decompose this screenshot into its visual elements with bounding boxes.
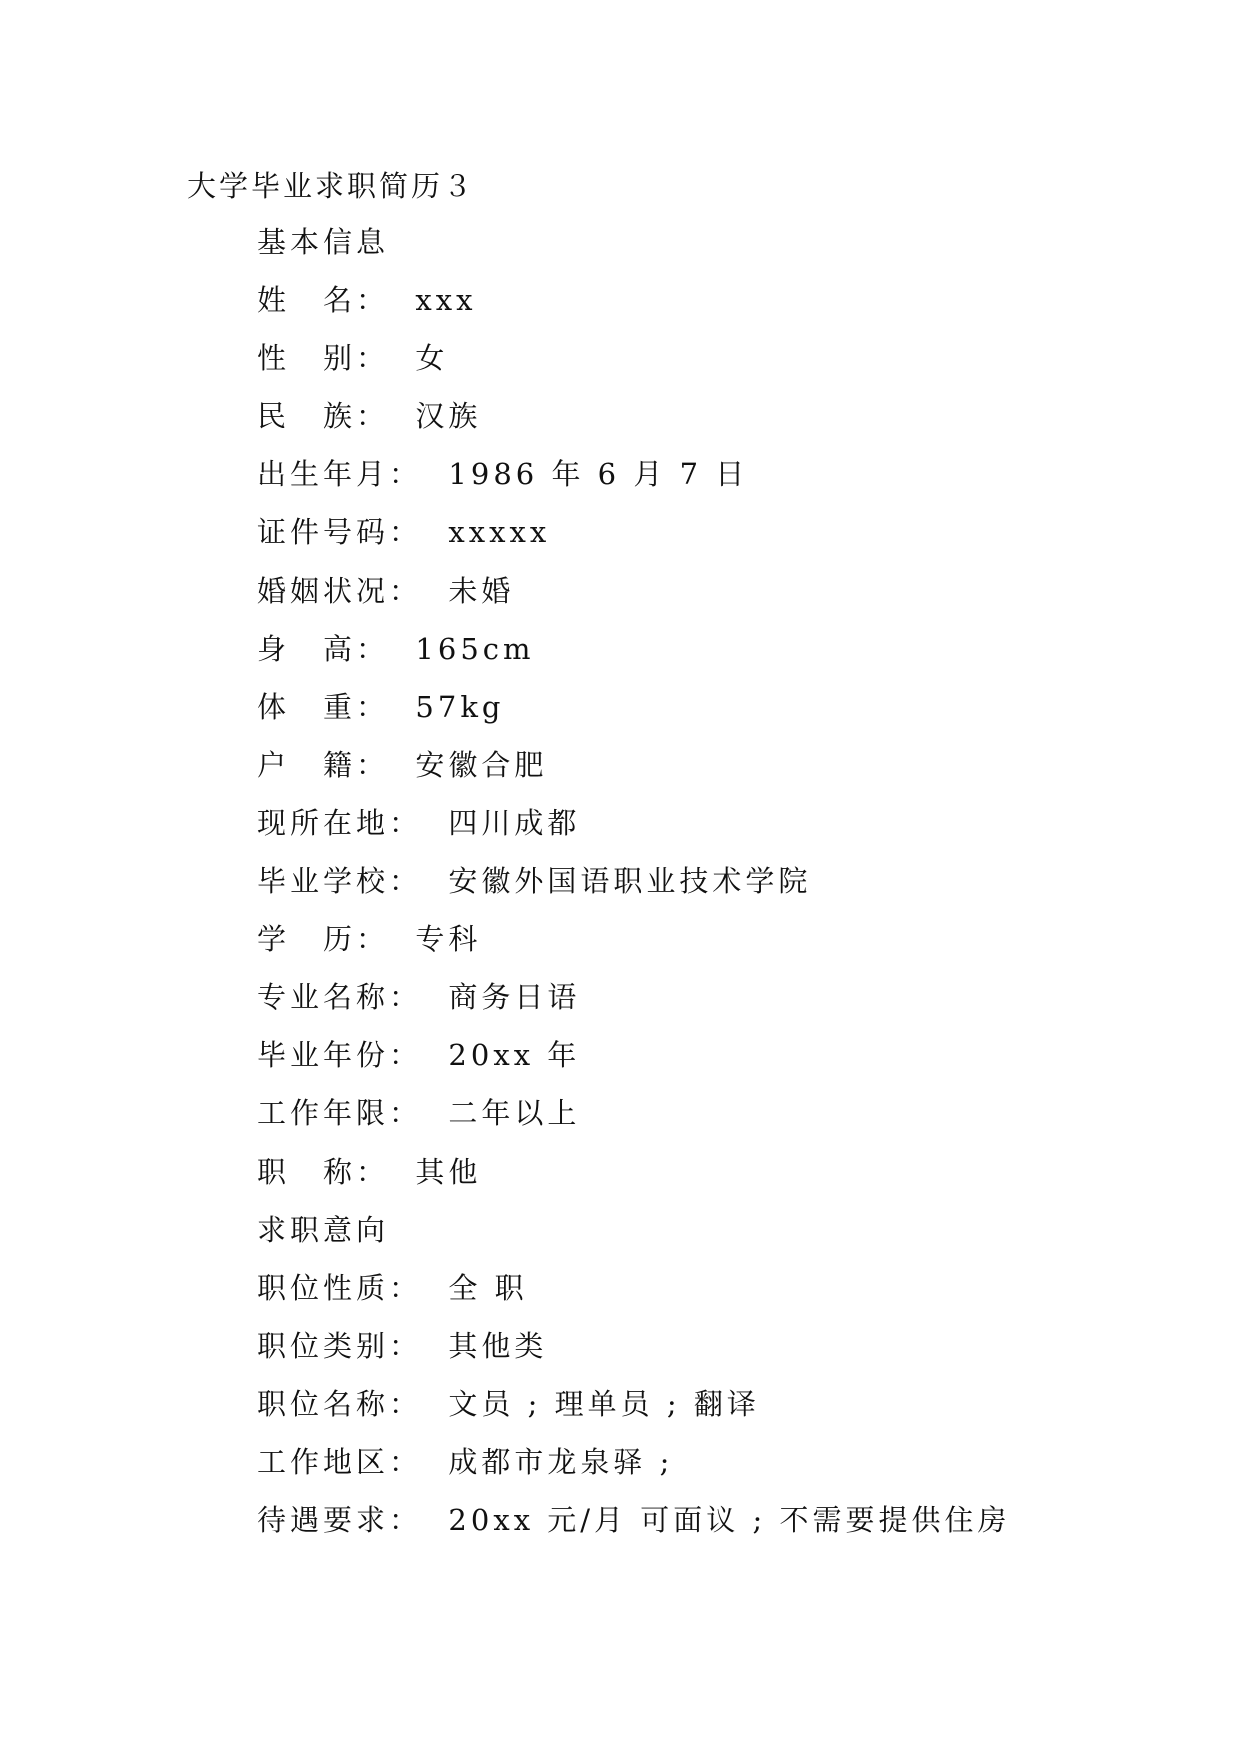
field-name: 姓 名： xxx: [257, 283, 477, 318]
field-weight: 体 重： 57kg: [257, 689, 505, 724]
field-birth-date: 出生年月： 1986 年 6 月 7 日: [257, 457, 749, 492]
field-current-location: 现所在地： 四川成都: [257, 805, 581, 840]
document-body: [257, 222, 1157, 1558]
field-major: 专业名称： 商务日语: [257, 980, 581, 1015]
field-work-area: 工作地区： 成都市龙泉驿 ;: [257, 1444, 674, 1479]
field-marital-status: 婚姻状况： 未婚: [257, 573, 515, 608]
section-heading-basic-info: 基本信息: [257, 225, 390, 259]
field-graduation-year: 毕业年份： 20xx 年: [257, 1038, 581, 1073]
field-work-experience: 工作年限： 二年以上: [257, 1096, 581, 1131]
field-id-number: 证件号码： xxxxx: [257, 515, 551, 550]
field-salary-requirement: 待遇要求： 20xx 元/月 可面议 ; 不需要提供住房: [257, 1503, 1011, 1538]
field-household-registration: 户 籍： 安徽合肥: [257, 747, 548, 782]
field-education: 学 历： 专科: [257, 922, 482, 957]
field-gender: 性 别： 女: [257, 341, 449, 376]
field-job-category: 职位类别： 其他类: [257, 1328, 548, 1363]
field-job-title: 职位名称： 文员 ; 理单员 ; 翻译: [257, 1386, 760, 1421]
document-title: 大学毕业求职简历３: [187, 169, 476, 203]
field-ethnicity: 民 族： 汉族: [257, 399, 482, 434]
field-professional-title: 职 称： 其他: [257, 1154, 482, 1189]
section-heading-job-intention: 求职意向: [257, 1212, 390, 1247]
field-job-nature: 职位性质： 全 职: [257, 1270, 528, 1305]
field-graduate-school: 毕业学校： 安徽外国语职业技术学院: [257, 864, 812, 899]
field-height: 身 高： 165cm: [257, 631, 535, 666]
